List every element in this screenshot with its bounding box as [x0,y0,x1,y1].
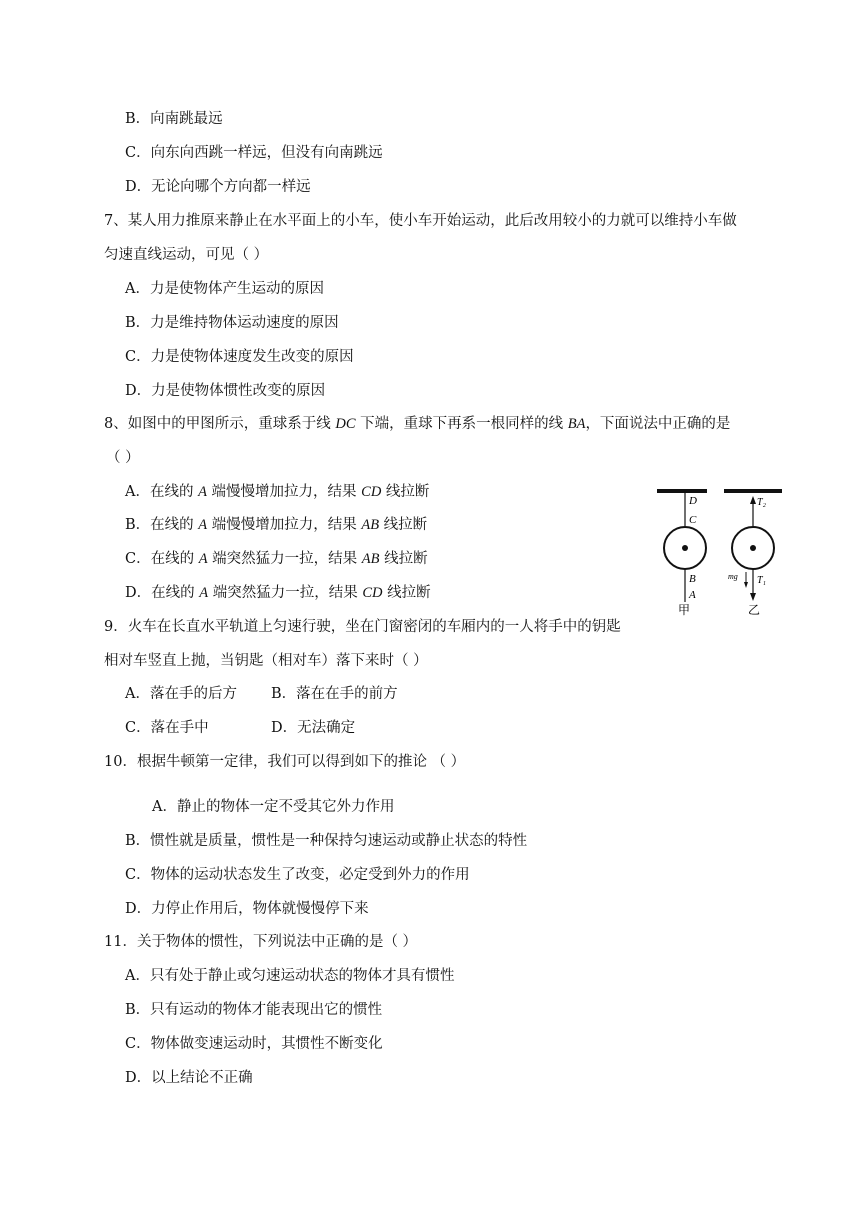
arrow-mg-head [744,582,748,588]
label-d: D [689,495,697,507]
label-a: A [689,589,696,601]
q8-option-d: D．在线的 A 端突然猛力一拉，结果 CD 线拉断 [125,585,431,601]
q10-stem: 10．根据牛顿第一定律，我们可以得到如下的推论 （ ） [104,754,466,770]
q9-option-c: C．落在手中 [125,720,209,736]
pendulum-figure [652,484,786,618]
q6-option-c: C．向东向西跳一样远，但没有向南跳远 [125,145,383,161]
ceiling-right [724,489,782,493]
q9-option-a: A．落在手的后方 [125,686,237,702]
q7-stem-line1: 7、某人用力推原来静止在水平面上的小车，使小车开始运动，此后改用较小的力就可以维持小车做 [104,213,737,229]
ball-left-center [682,545,688,551]
label-b: B [689,573,696,585]
q10-option-b: B．惯性就是质量，惯性是一种保持匀速运动或静止状态的特性 [125,833,528,849]
label-yi: 乙 [748,603,761,617]
q8-stem-line2: （ ） [106,450,140,466]
label-t1: T₁ [757,575,767,586]
q9-stem-line2: 相对车竖直上抛，当钥匙（相对车）落下来时（ ） [104,653,428,669]
label-mg: mg [728,572,738,581]
q10-option-c: C．物体的运动状态发生了改变，必定受到外力的作用 [125,867,470,883]
q7-option-a: A．力是使物体产生运动的原因 [125,281,324,297]
label-t2: T₂ [757,497,767,508]
label-jia: 甲 [678,603,691,617]
q6-option-b: B．向南跳最远 [125,111,223,127]
q9-option-b: B．落在在手的前方 [271,686,398,702]
ball-right-center [750,545,756,551]
q11-option-c: C．物体做变速运动时，其惯性不断变化 [125,1036,383,1052]
q7-stem-line2: 匀速直线运动，可见（ ） [104,247,269,263]
q7-option-d: D．力是使物体惯性改变的原因 [125,383,326,399]
label-c: C [689,514,697,526]
q11-option-d: D．以上结论不正确 [125,1070,253,1086]
arrow-t1-head [750,593,756,601]
q10-option-a: A．静止的物体一定不受其它外力作用 [152,799,395,815]
arrow-t2-head [750,496,756,504]
q11-option-a: A．只有处于静止或匀速运动状态的物体才具有惯性 [125,968,455,984]
q8-stem-line1: 8、如图中的甲图所示，重球系于线 DC 下端，重球下再系一根同样的线 BA，下面说法中正确的是 [104,416,731,432]
ceiling-left [657,489,707,493]
q7-option-c: C．力是使物体速度发生改变的原因 [125,349,354,365]
q10-option-d: D．力停止作用后，物体就慢慢停下来 [125,901,369,917]
q9-stem-line1: 9．火车在长直水平轨道上匀速行驶，坐在门窗密闭的车厢内的一人将手中的钥匙 [104,619,621,635]
q6-option-d: D．无论向哪个方向都一样远 [125,179,311,195]
q7-option-b: B．力是维持物体运动速度的原因 [125,315,339,331]
q9-option-d: D．无法确定 [271,720,356,736]
q8-option-a: A．在线的 A 端慢慢增加拉力，结果 CD 线拉断 [125,484,430,500]
q8-option-c: C．在线的 A 端突然猛力一拉，结果 AB 线拉断 [125,551,428,567]
q11-option-b: B．只有运动的物体才能表现出它的惯性 [125,1002,383,1018]
q8-option-b: B．在线的 A 端慢慢增加拉力，结果 AB 线拉断 [125,517,428,533]
q11-stem: 11．关于物体的惯性，下列说法中正确的是（ ） [104,934,418,950]
